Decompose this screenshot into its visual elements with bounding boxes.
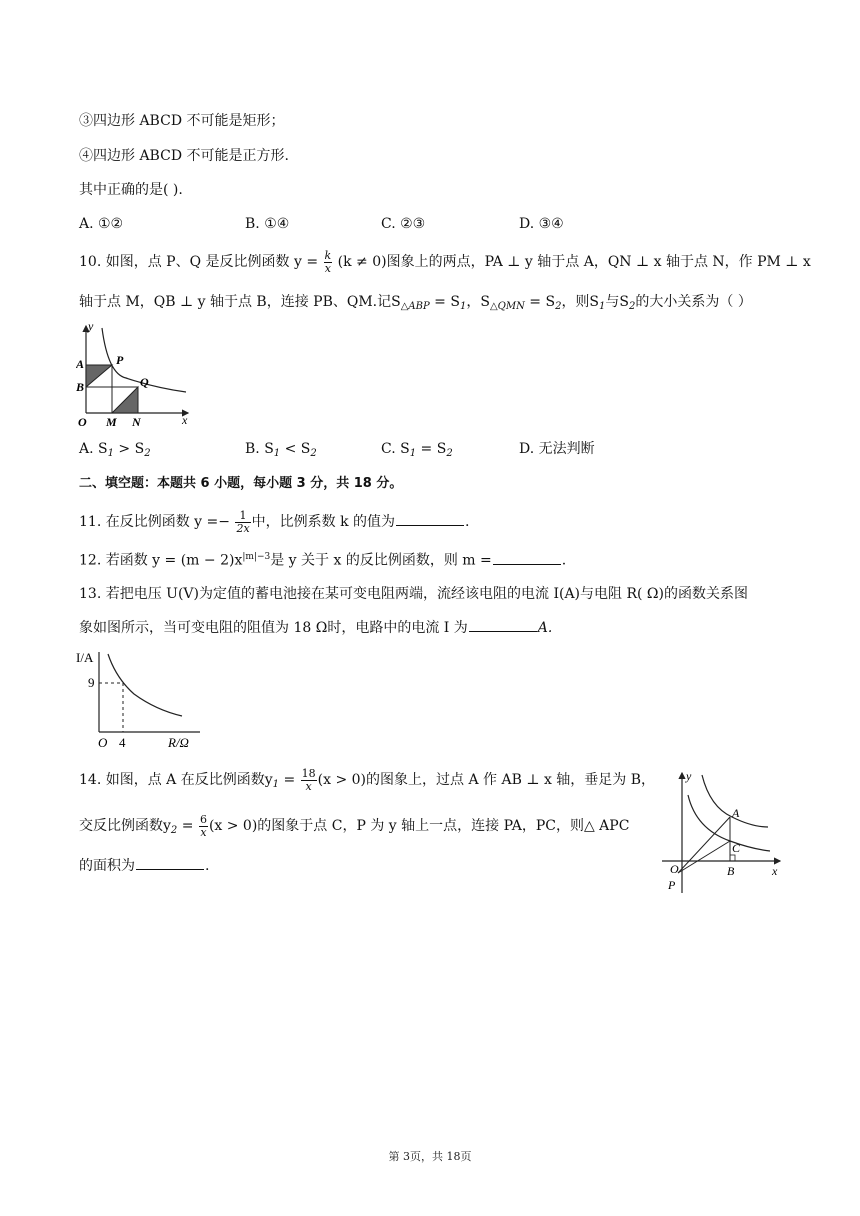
q13-label-o: O [98,735,108,750]
q14-label-p: P [668,878,676,892]
q11 [79,510,470,534]
q12-text-c: . [561,552,567,569]
q10-shaded-abp [86,365,112,387]
q14-text-b: = [279,772,296,789]
q11-text-a: 11. 在反比例函数 y =− [79,514,230,531]
q14-text-e: = [177,818,194,835]
q10-label-o: O [78,415,87,429]
q14-figure [660,765,785,895]
q10-sub5: 1 [599,301,606,312]
q10-sub3: △QMN [489,301,525,312]
q10-opt-c-s2: 2 [446,448,453,459]
q10-option-c [381,441,453,460]
question-stem: 其中正确的是( ). [79,182,183,198]
option-a: A. ①② [79,216,124,232]
q12-text-a: 12. 若函数 y = (m − 2)x [79,552,243,569]
q10-l2-g: 的大小关系为（ ） [635,294,752,310]
q10-option-d: D. 无法判断 [519,441,595,457]
q14-frac1-den: x [305,779,312,793]
q10-l2-c: ，S [466,294,490,310]
q13-figure [76,646,206,752]
q10-opt-c-s1: 1 [409,448,417,459]
q10-opt-a-t2: > S [113,441,145,457]
q14-text-h: . [205,858,210,874]
q10-l2-e: ，则S [561,294,600,310]
q13-line1: 13. 若把电压 U(V)为定值的蓄电池接在某可变电阻两端，流经该电阻的电流 I(A)与电阻 R( Ω)的函数关系图 [79,586,748,602]
q12 [79,552,566,569]
q10-label-a: A [76,357,85,371]
q14-fraction-2 [199,814,208,838]
q14-frac2-num: 6 [199,813,207,826]
q11-fraction [235,510,250,534]
q10-opt-a-s1: 1 [107,448,114,459]
q14-text-g: 的面积为 [79,858,135,874]
q14-frac1-num: 18 [301,767,316,780]
q14-label-x: x [772,864,778,878]
q13-line2 [79,620,552,637]
q10-opt-b-s1: 1 [273,448,281,459]
q10-option-b [245,441,317,460]
q13-label-9: 9 [88,675,95,690]
page-footer: 第 3页，共 18页 [388,1150,472,1163]
q10-frac-num: k [324,249,332,262]
q10-sub4: 2 [555,301,562,312]
q14-sub1: 1 [272,779,280,791]
q10-opt-c-t2: = S [416,441,447,457]
q14-text-d: 交反比例函数y [79,818,171,835]
q10-figure [76,318,196,430]
option-d: D. ③④ [519,216,564,232]
q10-sub1: △ABP [400,301,430,312]
q13-curve [108,654,182,716]
q10-label-p: P [116,353,124,367]
q10-sub6: 2 [629,301,636,312]
q10-opt-a-s2: 2 [144,448,151,459]
q14-label-y: y [686,769,692,783]
q10-frac-den: x [324,261,331,275]
q14-label-c: C [732,841,741,855]
q10-label-n: N [132,415,141,429]
q10-l2-a: 轴于点 M，QB ⊥ y 轴于点 B，连接 PB、QM.记S [79,294,401,310]
q10-opt-c-t1: C. S [381,441,410,457]
q11-frac-num: 1 [235,510,250,523]
q10-label-q: Q [140,375,149,389]
q10-label-b: B [76,380,85,394]
q10-l2-b: = S [429,294,460,310]
q10-opt-b-s2: 2 [310,448,317,459]
q12-answer-blank[interactable] [493,564,561,565]
option-c: C. ②③ [381,216,426,232]
q14-frac2-den: x [200,825,207,839]
q10-option-a [79,441,151,460]
statement-4: ④四边形 ABCD 不可能是正方形. [79,148,289,164]
q13-text-b: A. [537,620,553,636]
q11-text-b: 中，比例系数 k 的值为 [251,514,396,531]
q14-curve-y2 [688,795,770,851]
q10-sub2: 1 [459,301,467,312]
q10-line2 [79,294,752,313]
q10-text-a: 10. 如图，点 P、Q 是反比例函数 y = [79,254,319,271]
q10-shaded-qmn [112,387,138,413]
q14-label-o: O [670,862,679,876]
q14-answer-blank[interactable] [136,869,204,870]
section-heading: 二、填空题：本题共 6 小题，每小题 3 分，共 18 分。 [79,476,403,491]
q12-text-b: 是 y 关于 x 的反比例函数，则 m = [270,552,492,569]
q10-l2-d: = S [524,294,556,310]
q14-line1 [79,768,655,792]
q14-fraction-1 [301,768,317,792]
option-b: B. ①④ [245,216,290,232]
statement-3: ③四边形 ABCD 不可能是矩形； [79,113,285,129]
q10-opt-b-t2: < S [280,441,311,457]
q14-line2 [79,814,629,838]
q14-label-b: B [727,864,735,878]
q13-label-ylabel: I/A [76,650,94,665]
q14-line3 [79,858,209,875]
q12-exponent: |m|−3 [242,552,271,562]
q14-right-angle-mark [730,855,735,861]
q10-opt-a-t1: A. S [79,441,108,457]
q10-label-y: y [88,319,94,333]
q11-answer-blank[interactable] [396,525,464,526]
q10-line1 [79,250,811,274]
q13-label-4: 4 [119,735,126,750]
q13-text-a: 象如图所示，当可变电阻的阻值为 18 Ω时，电路中的电流 I 为 [79,620,468,636]
q10-opt-b-t1: B. S [245,441,274,457]
q14-text-a: 14. 如图，点 A 在反比例函数y [79,772,273,789]
q11-frac-den: 2x [236,521,250,535]
q14-label-a: A [732,806,740,820]
q10-fraction [324,250,333,274]
q14-text-f: (x > 0)的图象于点 C，P 为 y 轴上一点，连接 PA，PC，则△ APC [208,818,630,835]
q10-text-b: (k ≠ 0)图象上的两点，PA ⊥ y 轴于点 A，QN ⊥ x 轴于点 N，作 PM ⊥ x [337,254,811,271]
q10-l2-f: 与S [605,294,629,310]
q10-label-x: x [182,413,188,427]
q10-label-m: M [106,415,117,429]
q14-text-c: (x > 0)的图象上，过点 A 作 AB ⊥ x 轴，垂足为 B， [317,772,656,789]
q11-text-c: . [465,514,470,531]
q14-line-pc [678,841,730,873]
q13-label-xlabel: R/Ω [168,735,189,750]
q13-answer-blank[interactable] [469,631,537,632]
q14-sub2: 2 [170,825,178,837]
